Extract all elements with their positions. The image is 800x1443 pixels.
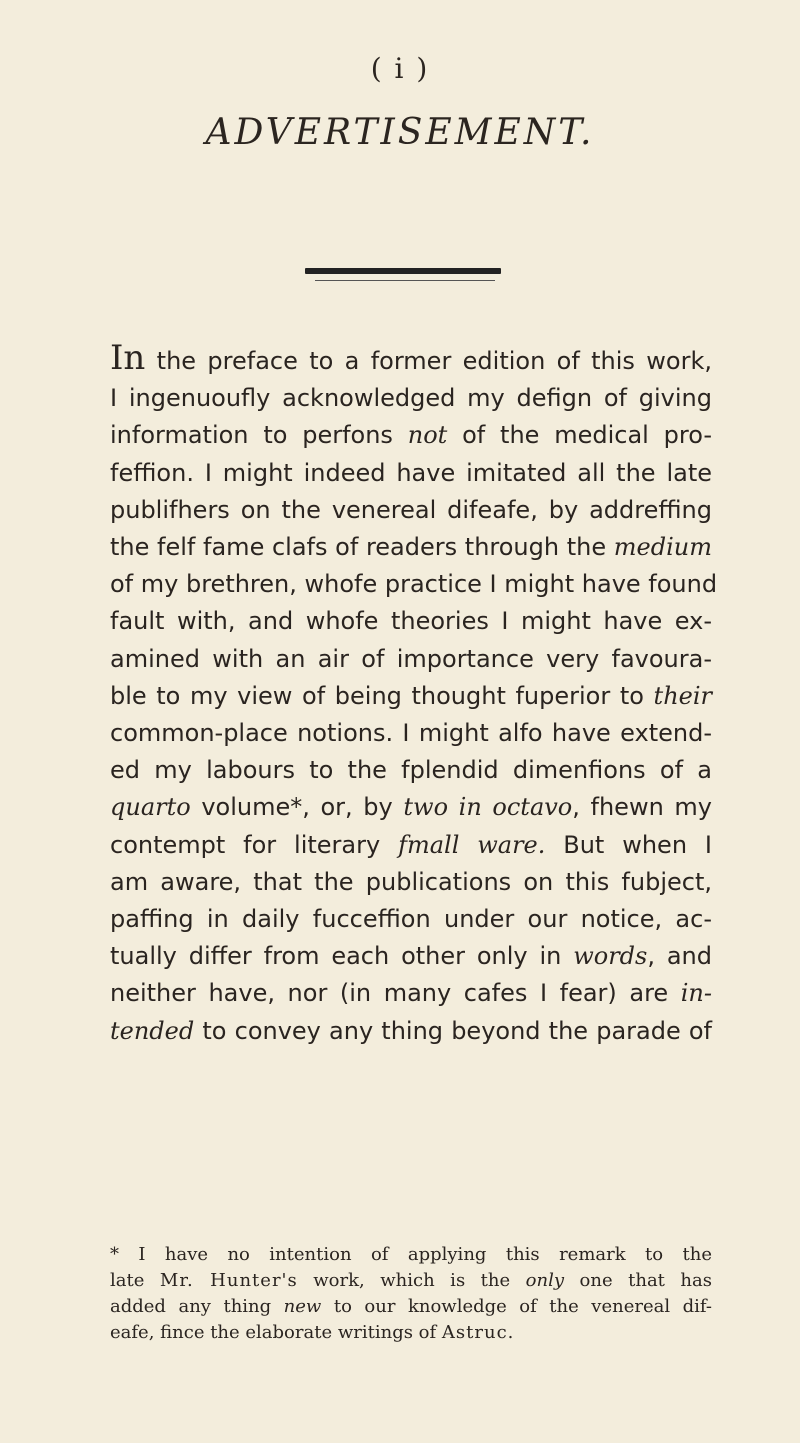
text-line: information to perfons not of the medical pro- (110, 421, 712, 450)
body-text (110, 338, 718, 1050)
text-line: neither have, nor (in many cafes I fear) are in- (110, 979, 712, 1008)
footnote-line: late Mr. Hunter's work, which is the only one that has (110, 1270, 712, 1291)
drop-cap: In (110, 338, 146, 378)
footnote (110, 1242, 712, 1346)
text-line: fault with, and whofe theories I might have ex- (110, 607, 712, 636)
text-line: quarto volume*, or, by two in octavo, fhewn my (110, 793, 712, 822)
text-line: feffion. I might indeed have imitated all the late (110, 458, 712, 487)
footnote-line: * I have no intention of applying this remark to the (110, 1244, 712, 1265)
text-line: I ingenuoufly acknowledged my defign of giving (110, 384, 712, 413)
text-line: paffing in daily fucceffion under our notice, ac- (110, 905, 712, 934)
page-title: ADVERTISEMENT. (205, 112, 595, 153)
text-line: tually differ from each other only in words, and (110, 942, 712, 971)
footnote-line: added any thing new to our knowledge of the venereal dif- (110, 1296, 712, 1317)
text-line: tended to convey any thing beyond the parade of (110, 1016, 712, 1045)
text-line: contempt for literary fmall ware. But when I (110, 830, 712, 859)
page-number: ( i ) (370, 52, 430, 85)
text-line: ble to my view of being thought fuperior to their (110, 681, 712, 710)
text-line: amined with an air of importance very favoura- (110, 644, 712, 673)
text-line: ed my labours to the fplendid dimenfions of a (110, 756, 712, 785)
text-line: publifhers on the venereal difeafe, by addreffing (110, 495, 712, 524)
text-line: the felf fame clafs of readers through the medium (110, 533, 712, 562)
text-line: of my brethren, whofe practice I might have found (110, 570, 718, 599)
text-line: common-place notions. I might alfo have extend- (110, 719, 712, 748)
ornamental-rule (305, 268, 501, 274)
thin-rule (315, 280, 495, 281)
text-line: In the preface to a former edition of this work, (110, 338, 712, 378)
text-line: am aware, that the publications on this fubject, (110, 867, 712, 896)
footnote-line: eafe, fince the elaborate writings of Astruc. (110, 1322, 515, 1343)
